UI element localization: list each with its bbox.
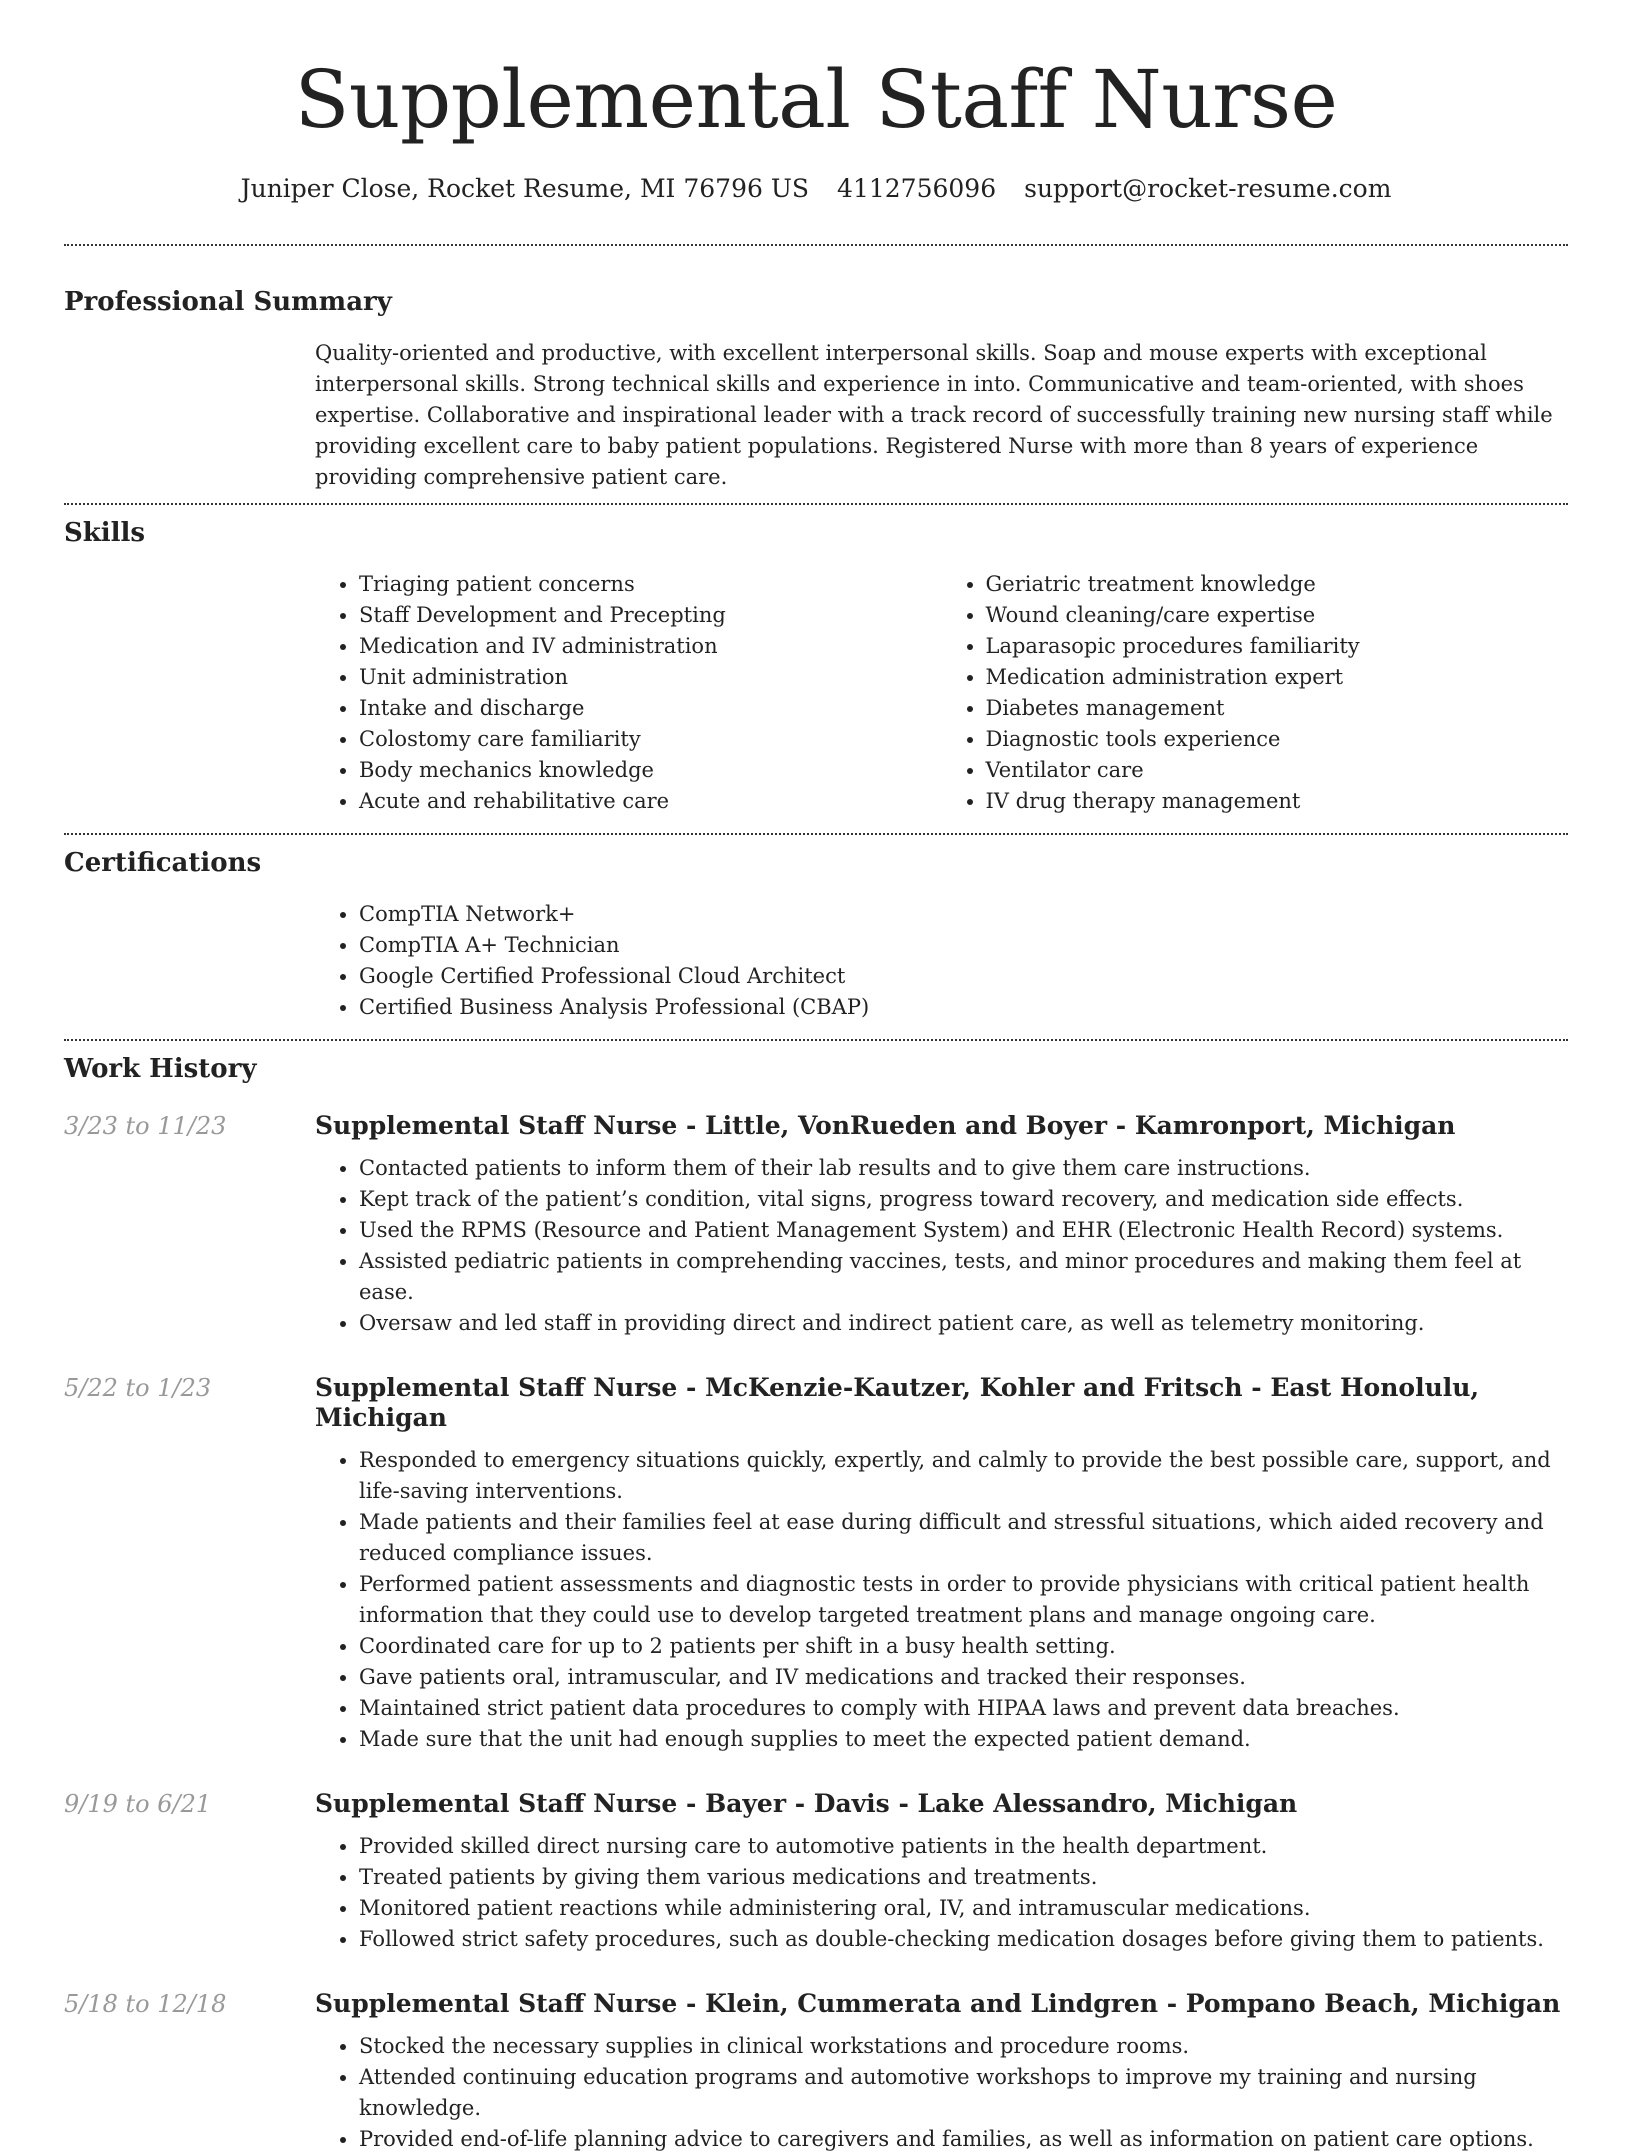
job-bullet: • Assisted pediatric patients in comprehending vaccines, tests, and minor procedures and making them feel at ease. bbox=[359, 1246, 1568, 1308]
job-bullet: • Oversaw and led staff in providing direct and indirect patient care, as well as telemetry monitoring. bbox=[359, 1308, 1568, 1339]
skill-item: • Medication administration expert bbox=[986, 662, 1569, 693]
job-bullet: • Followed strict safety procedures, such as double-checking medication dosages before giving them to patients. bbox=[359, 1924, 1568, 1955]
job-bullet: • Provided skilled direct nursing care to automotive patients in the health department. bbox=[359, 1831, 1568, 1862]
certifications-section bbox=[64, 847, 1568, 1023]
certifications-list bbox=[315, 899, 1568, 1023]
skill-item: • Wound cleaning/care expertise bbox=[986, 600, 1569, 631]
job-bullet: • Provided end-of-life planning advice to caregivers and families, as well as information on patient care options. bbox=[359, 2124, 1568, 2155]
job-bullet: • Treated patients by giving them various medications and treatments. bbox=[359, 1862, 1568, 1893]
section-title-summary: Professional Summary bbox=[64, 287, 392, 317]
section-title-skills: Skills bbox=[64, 518, 146, 548]
job-bullets bbox=[315, 2031, 1568, 2155]
section-divider bbox=[64, 833, 1568, 835]
job-bullet: • Maintained strict patient data procedures to comply with HIPAA laws and prevent data breaches. bbox=[359, 1693, 1568, 1724]
skills-section bbox=[64, 517, 1568, 817]
summary-section bbox=[64, 286, 1568, 493]
job-bullet: • Made patients and their families feel at ease during difficult and stressful situations, which aided recovery and reduced compliance issues. bbox=[359, 1507, 1568, 1569]
job-title: Supplemental Staff Nurse - Klein, Cummerata and Lindgren - Pompano Beach, Michigan bbox=[315, 1989, 1561, 2018]
section-title-certifications: Certifications bbox=[64, 848, 262, 878]
job-bullet: • Performed patient assessments and diagnostic tests in order to provide physicians with critical patient health information that they could use to develop targeted treatment plans and manage ongoing care. bbox=[359, 1569, 1568, 1631]
job-dates: 9/19 to 6/21 bbox=[64, 1790, 212, 1818]
job-bullet: • Used the RPMS (Resource and Patient Management System) and EHR (Electronic Health Record) systems. bbox=[359, 1215, 1568, 1246]
job-bullet: • Made sure that the unit had enough supplies to meet the expected patient demand. bbox=[359, 1724, 1568, 1755]
work-history-section bbox=[64, 1053, 1568, 2155]
skill-item: • Triaging patient concerns bbox=[359, 569, 942, 600]
job-bullet: • Attended continuing education programs and automotive workshops to improve my training and nursing knowledge. bbox=[359, 2062, 1568, 2124]
skill-item: • Body mechanics knowledge bbox=[359, 755, 942, 786]
skills-list-left bbox=[315, 569, 942, 817]
skill-item: • Intake and discharge bbox=[359, 693, 942, 724]
skill-item: • Colostomy care familiarity bbox=[359, 724, 942, 755]
job-dates: 3/23 to 11/23 bbox=[64, 1112, 227, 1140]
skill-item: • Acute and rehabilitative care bbox=[359, 786, 942, 817]
skill-item: • Unit administration bbox=[359, 662, 942, 693]
job-bullet: • Responded to emergency situations quickly, expertly, and calmly to provide the best possible care, support, and life-saving interventions. bbox=[359, 1445, 1568, 1507]
skill-item: • Diabetes management bbox=[986, 693, 1569, 724]
candidate-name: Supplemental Staff Nurse bbox=[294, 53, 1338, 146]
contact-line bbox=[64, 174, 1568, 204]
certification-item: • Certified Business Analysis Professional (CBAP) bbox=[359, 992, 1568, 1023]
job-bullet: • Kept track of the patient’s condition, vital signs, progress toward recovery, and medication side effects. bbox=[359, 1184, 1568, 1215]
job-entry bbox=[64, 1373, 1568, 1755]
section-divider bbox=[64, 1039, 1568, 1041]
skill-item: • Ventilator care bbox=[986, 755, 1569, 786]
job-entry bbox=[64, 1111, 1568, 1339]
job-bullet: • Coordinated care for up to 2 patients per shift in a busy health setting. bbox=[359, 1631, 1568, 1662]
job-dates: 5/18 to 12/18 bbox=[64, 1990, 227, 2018]
summary-text: Quality-oriented and productive, with excellent interpersonal skills. Soap and mouse experts with exceptional interpersonal skills. Strong technical skills and experience in into. Communicative and team-oriented, with shoes expertise. Collaborative and inspirational leader with a track record of successfully training new nursing staff while providing excellent care to baby patient populations. Registered Nurse with more than 8 years of experience providing comprehensive patient care. bbox=[315, 341, 1553, 489]
section-title-work-history: Work History bbox=[64, 1054, 257, 1084]
contact-address: Juniper Close, Rocket Resume, MI 76796 US bbox=[240, 174, 810, 203]
contact-phone: 4112756096 bbox=[837, 174, 997, 203]
job-bullet: • Contacted patients to inform them of their lab results and to give them care instructions. bbox=[359, 1153, 1568, 1184]
certification-item: • CompTIA Network+ bbox=[359, 899, 1568, 930]
job-entry bbox=[64, 1789, 1568, 1955]
job-title: Supplemental Staff Nurse - McKenzie-Kautzer, Kohler and Fritsch - East Honolulu, Michigan bbox=[315, 1373, 1480, 1432]
certification-item: • CompTIA A+ Technician bbox=[359, 930, 1568, 961]
skill-item: • Laparasopic procedures familiarity bbox=[986, 631, 1569, 662]
skill-item: • Staff Development and Precepting bbox=[359, 600, 942, 631]
job-dates: 5/22 to 1/23 bbox=[64, 1374, 212, 1402]
job-title: Supplemental Staff Nurse - Little, VonRueden and Boyer - Kamronport, Michigan bbox=[315, 1111, 1456, 1140]
job-bullet: • Monitored patient reactions while administering oral, IV, and intramuscular medications. bbox=[359, 1893, 1568, 1924]
skills-list-right bbox=[942, 569, 1569, 817]
skill-item: • IV drug therapy management bbox=[986, 786, 1569, 817]
section-divider bbox=[64, 503, 1568, 505]
contact-email: support@rocket-resume.com bbox=[1024, 174, 1392, 203]
job-entry bbox=[64, 1989, 1568, 2155]
skill-item: • Diagnostic tools experience bbox=[986, 724, 1569, 755]
job-bullets bbox=[315, 1445, 1568, 1755]
job-bullets bbox=[315, 1831, 1568, 1955]
job-bullet: • Stocked the necessary supplies in clinical workstations and procedure rooms. bbox=[359, 2031, 1568, 2062]
skill-item: • Medication and IV administration bbox=[359, 631, 942, 662]
job-bullet: • Gave patients oral, intramuscular, and IV medications and tracked their responses. bbox=[359, 1662, 1568, 1693]
skill-item: • Geriatric treatment knowledge bbox=[986, 569, 1569, 600]
job-title: Supplemental Staff Nurse - Bayer - Davis - Lake Alessandro, Michigan bbox=[315, 1789, 1298, 1818]
section-divider bbox=[64, 244, 1568, 246]
job-bullets bbox=[315, 1153, 1568, 1339]
skills-columns bbox=[315, 569, 1568, 817]
certification-item: • Google Certified Professional Cloud Architect bbox=[359, 961, 1568, 992]
